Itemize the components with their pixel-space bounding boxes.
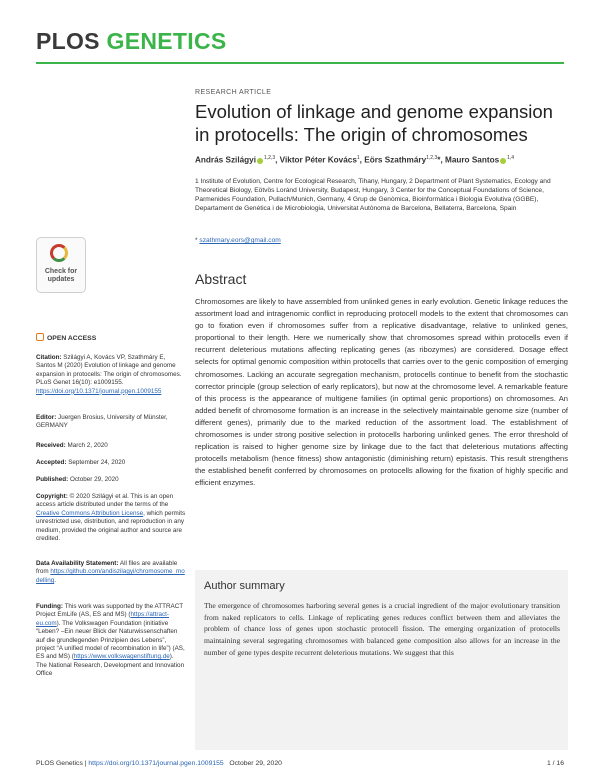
published-label: Published: bbox=[36, 476, 69, 483]
orcid-icon[interactable] bbox=[500, 158, 506, 164]
email-link[interactable]: szathmary.eors@gmail.com bbox=[199, 237, 281, 244]
orcid-icon[interactable] bbox=[257, 158, 263, 164]
author-name[interactable]: Viktor Péter Kovács bbox=[279, 155, 357, 165]
author-summary-heading: Author summary bbox=[204, 580, 285, 592]
editor-label: Editor: bbox=[36, 414, 57, 421]
header-rule bbox=[36, 62, 564, 64]
page-number: 1 / 16 bbox=[546, 760, 564, 767]
author-summary-box bbox=[195, 570, 568, 750]
accepted-block bbox=[36, 459, 186, 467]
footer-journal: PLOS Genetics bbox=[36, 760, 83, 767]
citation-text: Szilágyi A, Kovács VP, Szathmáry E, Santos M (2020) Evolution of linkage and genome expansion in protocells: The origin of chromosomes. PLoS Genet 16(10): e1009155. bbox=[36, 354, 182, 387]
check-updates-icon bbox=[50, 244, 68, 262]
copyright-label: Copyright: bbox=[36, 493, 68, 500]
author-name[interactable]: András Szilágyi bbox=[195, 155, 256, 165]
article-title: Evolution of linkage and genome expansion in protocells: The origin of chromosomes bbox=[195, 101, 553, 145]
citation-label: Citation: bbox=[36, 354, 62, 361]
citation-doi-link[interactable]: https://doi.org/10.1371/journal.pgen.1009155 bbox=[36, 387, 162, 395]
funding-label: Funding: bbox=[36, 603, 63, 610]
published-date: October 29, 2020 bbox=[69, 476, 119, 483]
author-name[interactable]: Mauro Santos bbox=[445, 155, 500, 165]
footer-doi-link[interactable]: https://doi.org/10.1371/journal.pgen.1009155 bbox=[88, 760, 224, 767]
open-lock-icon bbox=[36, 333, 44, 341]
accepted-label: Accepted: bbox=[36, 459, 67, 466]
published-block bbox=[36, 476, 186, 484]
article-type: RESEARCH ARTICLE bbox=[195, 89, 272, 96]
footer-date: October 29, 2020 bbox=[229, 760, 282, 767]
attract-link[interactable]: https://attract-eu.com bbox=[36, 611, 169, 627]
affiliations: 1 Institute of Evolution, Centre for Ecological Research, Tihany, Hungary, 2 Department of Plant Systematics, Ecology and Theoretical Biology, Eötvös Loránd University, Budapest, Hungary, 3 Center for the Conceptual Foundations of Science, Parmenides Foundation, Pullach/Munich, Germany, 4 Grup de Genòmica, Bioinformàtica i Biologia Evolutiva (GGBE), Departament de Genètica i de Microbiologia, Universitat Autònoma de Barcelona, Bellaterra, Barcelona, Spain bbox=[195, 178, 551, 212]
volkswagen-link[interactable]: https://www.volkswagenstiftung.de bbox=[73, 653, 170, 661]
accepted-date: September 24, 2020 bbox=[68, 459, 126, 466]
corresponding-email: * szathmary.eors@gmail.com bbox=[195, 237, 281, 244]
page-footer: PLOS Genetics | https://doi.org/10.1371/journal.pgen.1009155 October 29, 2020 bbox=[36, 760, 282, 767]
citation-block bbox=[36, 354, 186, 396]
copyright-block: Copyright: © 2020 Szilágyi et al. This is an open access article distributed under the terms of the Creative Commons Attribution License, which permits unrestricted use, distribution, and reproduction in any medium, provided the original author and source are credited. bbox=[36, 493, 186, 543]
funding-block: Funding: This work was supported by the ATTRACT Project EmLife (AS, ES and MS) (https://attract-eu.com). The Volkswagen Foundation (initiative “Leben? –Ein neuer Blick der Naturwissenschaften auf die grundlegenden Prinzipien des Lebens”, project “A unified model of recombination in life”) (AS, ES and MS) (https://www.volkswagenstiftung.de). The National Research, Development and Innovation Office bbox=[36, 603, 185, 678]
author-list: András Szilágyi $^{1,2,3}$, Viktor Péter Kovács$^1$, Eörs Szathmáry$^{1,2,3}$*, Mauro Santos $^{1,4}$ bbox=[195, 155, 515, 165]
journal-logo[interactable] bbox=[36, 28, 227, 55]
github-link[interactable]: https://github.com/andiszilagyi/chromosome_modelling bbox=[36, 568, 185, 584]
abstract-text: Chromosomes are likely to have assembled from unlinked genes in early evolution. Genetic linkage reduces the assortment load and intragenomic conflict in reproducing protocell models to the extent that chromosomes can go to fixation even if chromosomes suffer from a replicative disadvantage, relative to unlinked genes, proportional to their length. Here we numerically show that chromosomes spread within protocells even if recurrent deleterious mutations affecting replicating genes (as ribozymes) are considered. Dosage effect selects for optimal genomic composition within protocells that carries over to the genic composition of emerging chromosomes. Lacking an accurate segregation mechanism, protocells continue to benefit from the stochastic corrector principle (group selection of early replicators), but now at the chromosome level. A remarkable feature of this process is the appearance of multigene families (in optimal genic proportions) on chromosomes. An added benefit of chromosome formation is an increase in the selectively maintainable genome size (number of different genes), primarily due to the marked reduction of the assortment load. The establishment of chromosomes is under strong positive selection in protocells harboring unlinked genes. The error threshold of replication is raised to higher genome size by linkage due to the fact that deleterious mutations affecting protocells metabolism (hence fitness) show antagonistic (diminishing return) epistasis. This result strengthens the established benefit conferred by chromosomes on protocells allowing for the fixation of highly specific and efficient enzymes. bbox=[195, 297, 568, 488]
received-date: March 2, 2020 bbox=[67, 442, 108, 449]
received-label: Received: bbox=[36, 442, 66, 449]
editor-block bbox=[36, 414, 186, 431]
cc-license-link[interactable]: Creative Commons Attribution License bbox=[36, 509, 144, 517]
open-access-label: OPEN ACCESS bbox=[36, 333, 96, 342]
data-availability-block: Data Availability Statement: All files are available from https://github.com/andiszilagyi/chromosome_modelling. bbox=[36, 560, 185, 584]
editor-text: Juergen Brosius, University of Münster, GERMANY bbox=[36, 414, 168, 430]
logo-genetics: GENETICS bbox=[106, 28, 227, 54]
logo-plos: PLOS bbox=[36, 28, 100, 54]
author-summary-text: The emergence of chromosomes harboring several genes is a crucial ingredient of the major evolutionary transition from naked replicators to cells. Linkage of replicating genes reduces conflict between them and alleviates the problem of chance loss of genes upon stochastic protocell fission. The emerging organization of protocells maintaining several segregating chromosomes with balanced gene composition also allows for an increase in the number of gene types despite recurrent deleterious mutations. We suggest that this bbox=[204, 601, 560, 657]
abstract-heading: Abstract bbox=[195, 271, 247, 287]
check-updates-label: Check for updates bbox=[44, 268, 78, 283]
author-name[interactable]: Eörs Szathmáry bbox=[364, 155, 427, 165]
received-block bbox=[36, 442, 186, 450]
data-availability-label: Data Availability Statement: bbox=[36, 560, 119, 567]
check-for-updates-badge[interactable] bbox=[36, 237, 86, 293]
